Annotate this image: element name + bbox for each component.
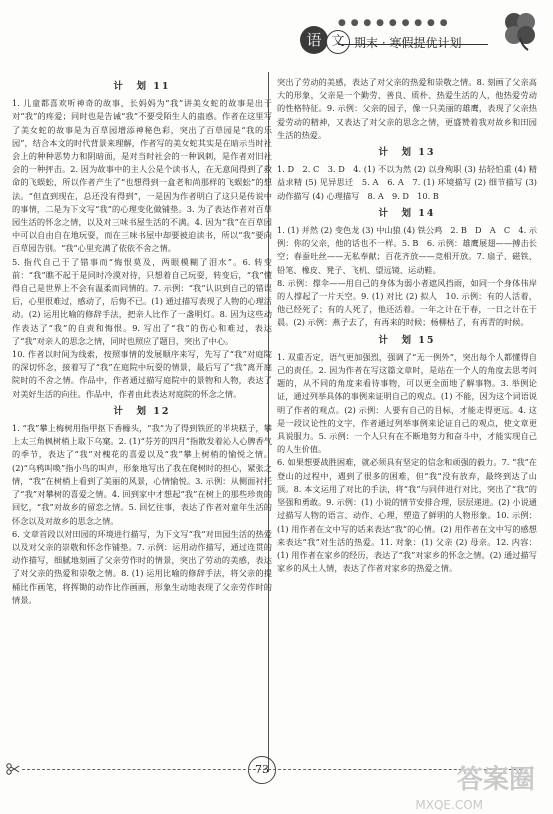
section-title: 计 划 15: [378, 334, 436, 346]
answer-paragraph: 5. 指代自己于了错事而“悔恨莫及，两眼模糊了泪水”。6. 转变前：“我”瞧不起于是同时冷漠对待，只想着自己玩耍，转变后，“我”懂得自己是世界上不会有温柔而同情的。7. 示例：“我”认识到自己的错误后，心里很难过，感动了，后悔不已。(1) 通过描写表现了人物的心理活动。(2) 运用比喻的修辞手法，把亲人比作了一盏明灯。8. 因为这些动作表达了“我”的自责和悔恨。9. 写出了“我”的伤心和难过，表达了“我”对亲人的思念之情，同时也照应了题目，突出了中心。: [12, 256, 272, 346]
section-title: 计 划 12: [113, 405, 171, 417]
cut-line: [22, 769, 522, 770]
section-title: 计 划 13: [378, 147, 436, 159]
answer-paragraph: 1. (1) 并然 (2) 变色龙 (3) 中山狼 (4) 铁公鸡 2. B D A C 4. 示例：你的父亲，他的话也不一样。5. B 6. 示例：雄鹰展翅——搏击长空；春蚕吐丝——无私奉献；百花齐放——竞相开放。7. 扇子、磁铁、铅笔、橡皮、凳子、飞机、望远镜、运动鞋。: [277, 225, 537, 275]
page-number: 73: [248, 756, 276, 784]
subject-badge-2: 文: [326, 30, 350, 54]
watermark-url: MXQE.COM: [415, 798, 483, 812]
answer-paragraph: 10. 作者以时间为线索，按照事情的发展顺序来写，先写了“我”对庭院的深切怀念，接着写了“我”在庭院中玩耍的情景，最后写了“我”离开庭院时的不舍之情。作品中，作者通过描写庭院中的景物和人物，表达了对美好生活的向往。作品中，作者由此表达对庭院的怀念之情。: [12, 349, 272, 399]
answer-paragraph: 6. 文章首段以对田园的环境进行描写，为下文写“我”对田园生活的热爱以及对父亲的崇敬和怀念作铺垫。7. 示例：运用动作描写，通过连贯的动作描写，细腻地刻画了父亲劳作时的情景，突出了劳动的美感，表达了对父亲的热爱和崇敬之情。8. (1) 运用比喻的修辞手法，将父亲的提桶比作画笔，将挥锄的动作比作画画，形象生动地表现了父亲劳作时的情景。: [12, 528, 272, 605]
clover-icon: [498, 8, 542, 52]
answer-paragraph: 1. “我”攀上梅树用指甲抠下香橼头，“我”为了得到铁匠的半块糕子，攀上太三角枫树梢上取下乌窠。2. (1)“芬芳的四月”指散发着沁人心脾香气的季节，表达了“我”对槐花的喜爱以及“我”攀上树梢的愉悦之情。(2)“乌鸦叫唤”指小鸟的叫声，形象地写出了我在爬树时的担心，紧张之情，“我”在树梢上看到了美丽的风景，心情愉悦。3. 示例：从侧面衬托了“我”对攀树的喜爱之情。4. 回到家中才想起“我”在树上的那些珍贵的回忆，“我”对故乡的留恋之情。5. 回忆往事，表达了作者对童年生活的怀念以及对故乡的思念之情。: [12, 423, 272, 526]
answer-paragraph: 8. 示例：撑伞——用自己的身体为弱小者遮风挡雨，如同一个身体伟岸的人撑起了一片天空。9. (1) 对比 (2) 拟人 10. 示例：有的人活着，他已经死了；有的人死了，他还活着。一年之计在于春，一日之计在于晨。(2) 示例：燕子去了，有再来的时候；杨柳枯了，有再青的时候。: [277, 277, 537, 328]
scissors-icon: [6, 762, 20, 776]
section-title: 计 划 14: [378, 207, 436, 219]
page-header: [292, 16, 542, 58]
answer-paragraph: 突出了劳动的美感，表达了对父亲的热爱和崇敬之情。8. 刻画了父亲高大的形象，父亲是一个勤劳、善良、质朴、热爱生活的人，他热爱劳动的性格特征。9. 示例：父亲的园子，像一只美丽的雄鹰，表现了父亲热爱劳动的精神，又表达了对父亲的思念之情，更盛赞着我对故乡和田园生活的热爱。: [277, 77, 537, 140]
header-title: 期末 · 寒假提优计划: [354, 36, 462, 50]
answer-paragraph: 1. 双重否定，语气更加强烈，强调了“无一例外”，突出每个人都懂得自己的责任。2. 因为作者在写这篇文章时，是站在一个人的角度去思考问题的，从不同的角度来看待事物，可以更全面地了解事物。3. 举例论证，通过列举具体的事例来证明自己的观点。(1) 不能，因为这个词语说明了作者的观点。(2) 示例：人要有自己的目标，才能走得更远。4. 这是一段议论性的文字，作者通过列举事例来论证自己的观点，使文章更具说服力。5. 示例：一个人只有在不断地努力和奋斗中，才能实现自己的人生价值。: [277, 351, 537, 455]
decorative-dots: ● ● ● ● ● ● ● ● ●: [338, 18, 449, 28]
section-title: 计 划 11: [113, 81, 171, 92]
header-rule: [338, 44, 488, 45]
answer-paragraph: 1. 儿童都喜欢听神奇的故事，长妈妈为“我”讲美女蛇的故事是出于对“我”的疼爱；同时也是告诫“我”不要受陌生人的蛊惑。作者在这里写了美女蛇的故事是为百草园增添神秘色彩，突出了百草园是“我的乐园”，结合本文的时代背景来理解，作者写的美女蛇其实是在暗示当时社会上的种种恶势力和阴暗面，是对当时社会的一种讽刺，是作者对旧社会的一种抨击。2. 因为故事中的主人公是个读书人，在无意间得到了救命的飞蜈蚣，所以作者产生了“也想得到一盒老和尚那样的飞蜈蚣”的想法。“但直到现在，总还没有得到”，一是因为作者明白了这只是传说中的事情，二是为下文写“我”的心理变化做铺垫。3. 为了表达作者对百草园生活的怀念之情，以及对三味书屋生活的不满。4. 因为“我”在百草园中可以自由自在地玩耍，而在三味书屋中却要被迫读书，所以“我”要向百草园告别。“我”心里充满了依依不舍之情。: [12, 98, 272, 254]
right-column: [277, 76, 537, 575]
left-column: [12, 76, 272, 607]
answer-paragraph: 6. 如果想要战胜困难，就必须具有坚定的信念和顽强的毅力。7. “我”在登山的过程中，遇到了很多的困难，但“我”没有放弃，最终到达了山顶。8. 本文运用了对比的手法，将“我”与同伴进行对比，突出了“我”的坚强和勇敢。9. 示例：(1) 小说的情节安排合理，层层递进。(2) 小说通过描写人物的语言、动作、心理，塑造了鲜明的人物形象。10. 示例：(1) 用作者在文中写的话来表达“我”的心情。(2) 用作者在文中写的感想来表达“我”对生活的热爱。11. 对象：(1) 父亲 (2) 母亲。12. 内容：(1) 用作者在家乡的经历，表达了“我”对家乡的怀念之情。(2) 通过描写家乡的风土人情，表达了作者对家乡的热爱之情。: [277, 457, 537, 574]
watermark-logo: 答案圈: [456, 765, 535, 795]
subject-badge-1: 语: [300, 26, 328, 54]
answer-paragraph: 1. D 2. C 3. D 4. (1) 不以为然 (2) 以身殉职 (3) 拈轻怕重 (4) 精益求精 (5) 见异思迁 5. A 6. A 7. (1) 环境描写 (2) 细节描写 (3) 动作描写 (4) 心理描写 8. A 9. D 10. B: [277, 164, 537, 201]
